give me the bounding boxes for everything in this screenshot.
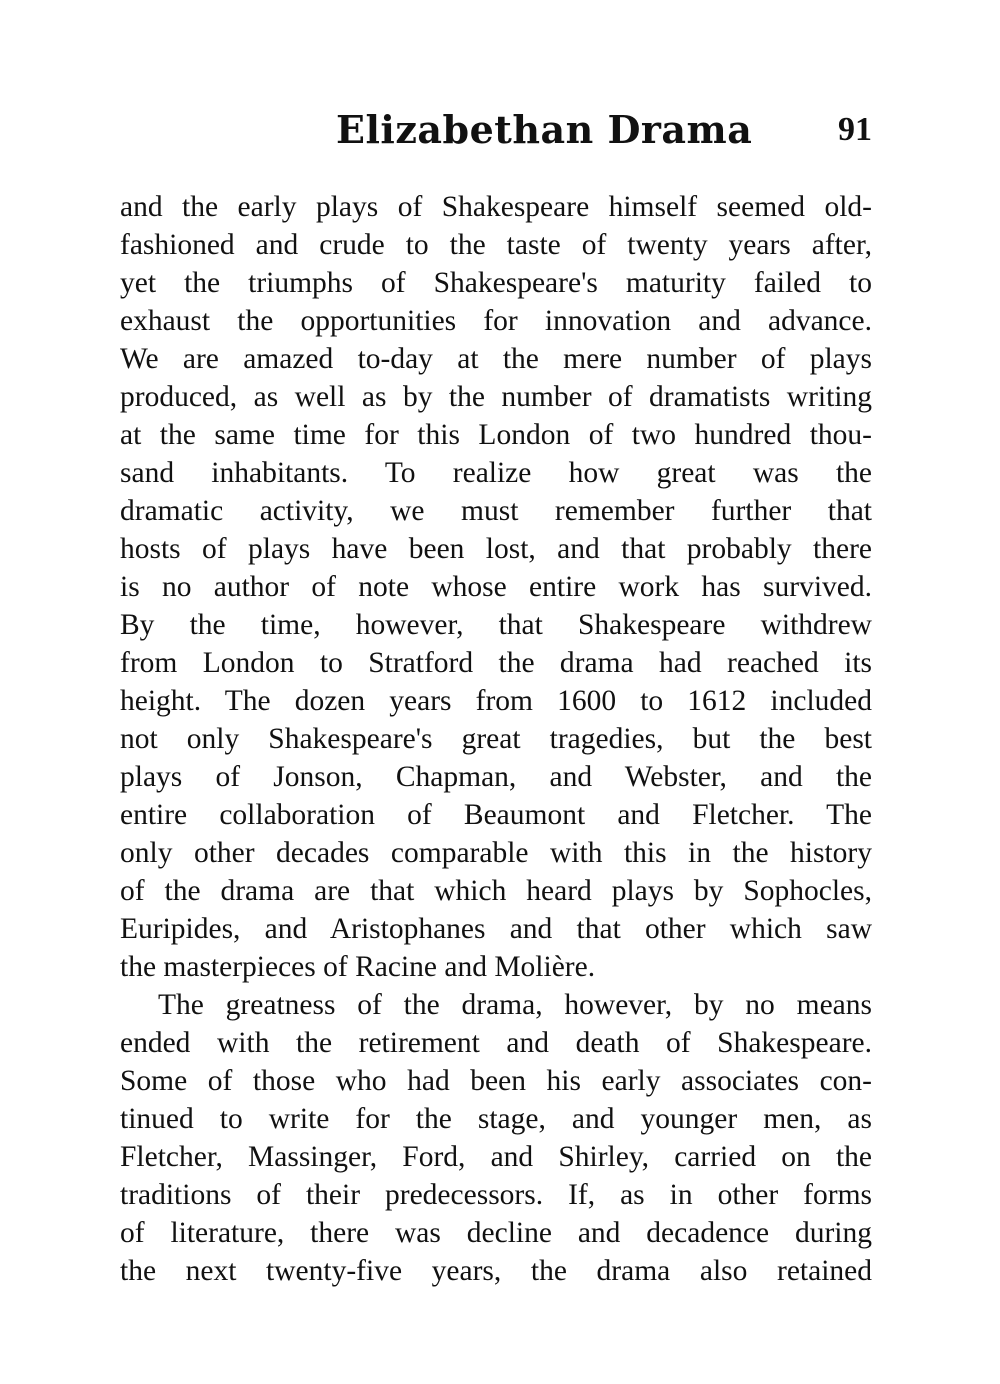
- text-line: only other decades comparable with this in the history: [120, 837, 872, 869]
- text-line: height. The dozen years from 1600 to 1612 included: [120, 685, 872, 717]
- text-line: We are amazed to-day at the mere number of plays: [120, 343, 872, 375]
- text-line: is no author of note whose entire work has survived.: [120, 571, 872, 603]
- text-line: ended with the retirement and death of Shakespeare.: [120, 1027, 872, 1059]
- text-line: of the drama are that which heard plays by Sophocles,: [120, 875, 872, 907]
- page-number: 91: [838, 111, 872, 148]
- text-line: By the time, however, that Shakespeare withdrew: [120, 609, 872, 641]
- text-line: plays of Jonson, Chapman, and Webster, and the: [120, 761, 872, 793]
- text-line: produced, as well as by the number of dramatists writing: [120, 381, 872, 413]
- text-line: dramatic activity, we must remember further that: [120, 495, 872, 527]
- text-line: not only Shakespeare's great tragedies, but the best: [120, 723, 872, 755]
- running-title: Elizabethan Drama: [336, 107, 753, 152]
- text-line: the masterpieces of Racine and Molière.: [120, 951, 596, 983]
- text-line: entire collaboration of Beaumont and Fletcher. The: [120, 799, 872, 831]
- text-line: traditions of their predecessors. If, as in other forms: [120, 1179, 872, 1211]
- text-line: Euripides, and Aristophanes and that other which saw: [120, 913, 872, 945]
- text-line: Some of those who had been his early associates con-: [120, 1065, 872, 1097]
- text-line: yet the triumphs of Shakespeare's maturity failed to: [120, 267, 872, 299]
- text-line: at the same time for this London of two hundred thou-: [120, 419, 872, 451]
- text-line: hosts of plays have been lost, and that probably there: [120, 533, 872, 565]
- text-line: from London to Stratford the drama had reached its: [120, 647, 872, 679]
- running-head: [120, 100, 872, 160]
- text-line: The greatness of the drama, however, by no means: [158, 989, 872, 1021]
- text-line: Fletcher, Massinger, Ford, and Shirley, carried on the: [120, 1141, 872, 1173]
- text-line: of literature, there was decline and decadence during: [120, 1217, 872, 1249]
- text-line: the next twenty-five years, the drama also retained: [120, 1255, 872, 1287]
- text-line: fashioned and crude to the taste of twenty years after,: [120, 229, 872, 261]
- text-line: sand inhabitants. To realize how great was the: [120, 457, 872, 489]
- text-line: tinued to write for the stage, and younger men, as: [120, 1103, 872, 1135]
- text-line: exhaust the opportunities for innovation and advance.: [120, 305, 872, 337]
- text-line: and the early plays of Shakespeare himself seemed old-: [120, 191, 872, 223]
